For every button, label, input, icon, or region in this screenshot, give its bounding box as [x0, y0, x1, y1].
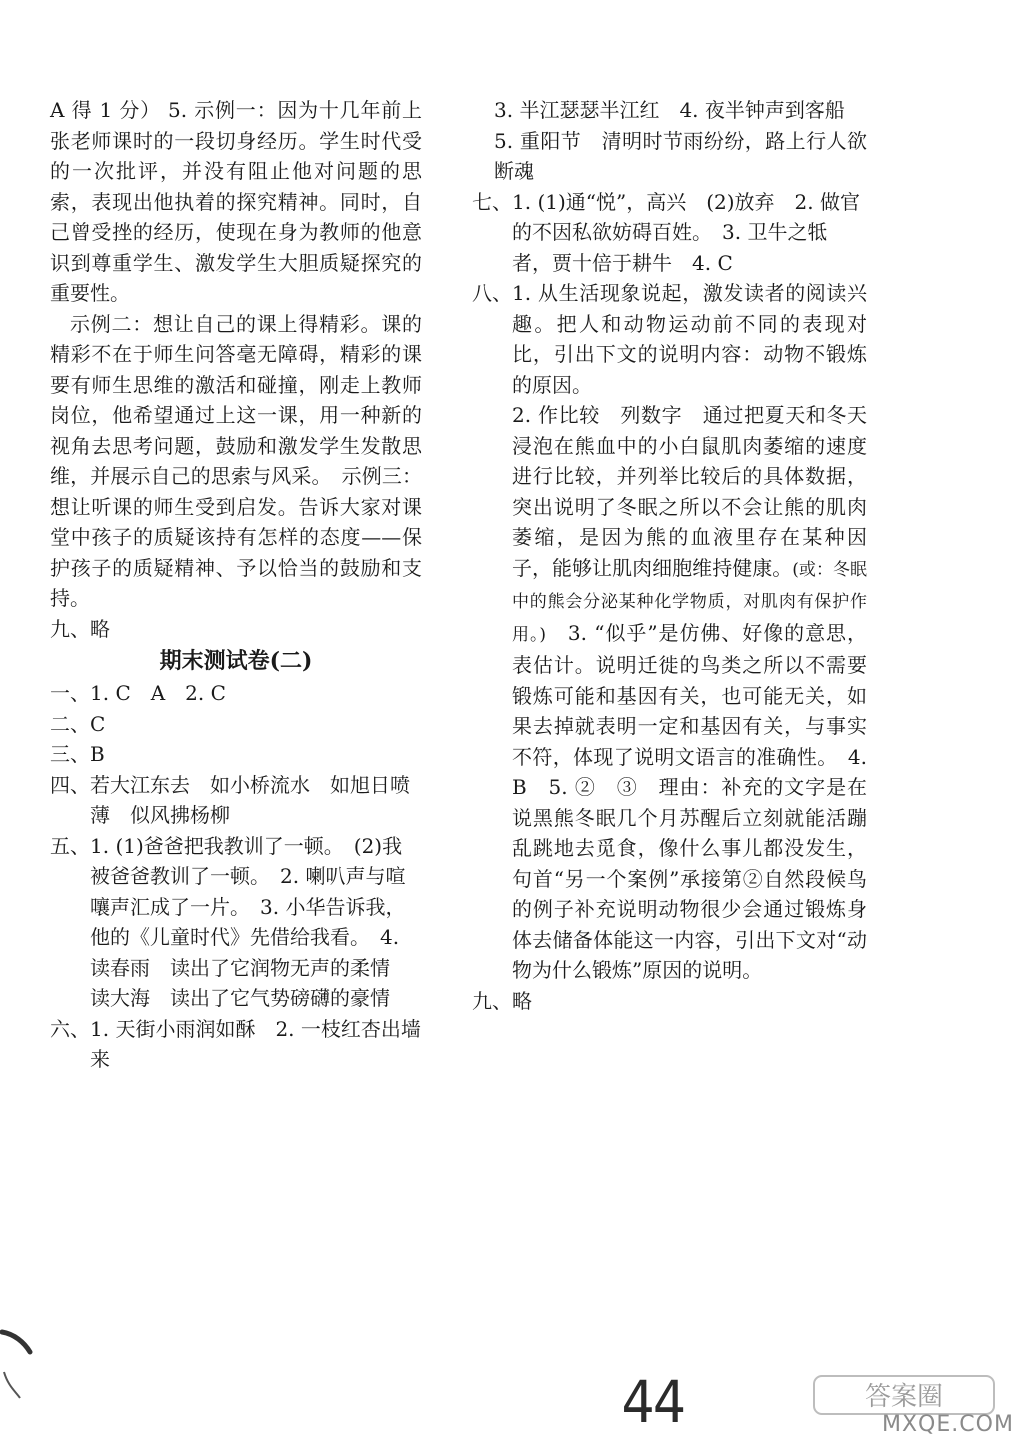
section-2-label: 二、: [50, 711, 90, 736]
watermark-url: MXQE.COM: [882, 1412, 1014, 1437]
right-column: [472, 95, 867, 1016]
section-8-label: 八、: [472, 281, 512, 305]
watermark-logo-text: 答案圈: [864, 1382, 944, 1412]
section-7-label: 七、: [472, 189, 512, 214]
left-column: [50, 95, 422, 1075]
section-9: [472, 986, 867, 1017]
section-5: [50, 831, 422, 1014]
section-8-item-2-text: 2. 作比较 列数字 通过把夏天和冬天浸泡在熊血中的小白鼠肌肉萎缩的速度进行比较，并列举比较后的具体数据，突出说明了冬眠之所以不会让熊的肌肉萎缩，是因为熊的血液里存在某种因子，能够让肌肉细胞维持健康。: [512, 403, 867, 580]
section-6-label: 六、: [50, 1016, 90, 1041]
section-3-label: 三、: [50, 742, 90, 766]
section-4-text: 若大江东去 如小桥流水 如旭日喷薄 似风拂杨柳: [90, 772, 410, 827]
right-continuation-1: 3. 半江瑟瑟半江红 4. 夜半钟声到客船: [494, 98, 845, 122]
section-4-label: 四、: [50, 772, 90, 797]
section-6-text: 1. 天街小雨润如酥 2. 一枝红杏出墙来: [90, 1016, 421, 1071]
left-item-9: [50, 614, 422, 645]
section-3-text: B: [90, 742, 105, 766]
right-continuation-2: 5. 重阳节 清明时节雨纷纷，路上行人欲断魂: [494, 128, 867, 183]
left-paragraph-1: A 得 1 分） 5. 示例一：因为十几年前上张老师课时的一段切身经历。学生时代受的一次批评，并没有阻止他对问题的思索，表现出他执着的探究精神。同时，自己曾受挫的经历，使现在身为教师的他意识到尊重学生、激发学生大胆质疑探究的重要性。: [50, 98, 422, 305]
section-2: [50, 709, 422, 740]
section-6: [50, 1014, 422, 1075]
left-item-9-label: 九、: [50, 616, 90, 641]
section-8-item-2-note: (或：冬眠中的熊会分泌某种化学物质，对肌肉有保护作用。): [512, 559, 867, 645]
section-4: [50, 770, 422, 831]
page-number: 44: [621, 1368, 685, 1436]
section-5-text: 1. (1)爸爸把我教训了一顿。 (2)我被爸爸教训了一顿。 2. 喇叭声与喧嚷声汇成了一片。 3. 小华告诉我，他的《儿童时代》先借给我看。 4. 读春雨 读出了它润物无声的柔情 读大海 读出了它气势磅礴的豪情: [90, 833, 410, 1010]
section-1-text: 1. C A 2. C: [90, 681, 226, 705]
section-8-body: [512, 278, 867, 986]
pen-scribble-mark: [0, 1320, 60, 1400]
section-8: [472, 278, 867, 986]
left-paragraph-2: 示例二：想让自己的课上得精彩。课的精彩不在于师生问答毫无障碍，精彩的课要有师生思维的激活和碰撞，刚走上教师岗位，他希望通过上这一课，用一种新的视角去思考问题，鼓励和激发学生发散思维，并展示自己的思索与风采。 示例三：想让听课的师生受到启发。告诉大家对课堂中孩子的质疑该持有怎样的态度——保护孩子的质疑精神、予以恰当的鼓励和支持。: [50, 311, 422, 610]
section-7: [472, 187, 867, 279]
section-3: [50, 739, 422, 770]
section-8-item-3-5: 3. “似乎”是仿佛、好像的意思，表估计。说明迁徙的鸟类之所以不需要锻炼可能和基因有关，也可能无关，如果去掉就表明一定和基因有关，与事实不符，体现了说明文语言的准确性。 4. B 5. ② ③ 理由：补充的文字是在说黑熊冬眠几个月苏醒后立刻就能活蹦乱跳地去觅食，像什么事儿都没发生，句首“另一个案例”承接第②自然段候鸟的例子补充说明动物很少会通过锻炼身体去储备体能这一内容，引出下文对“动物为什么锻炼”原因的说明。: [512, 620, 868, 982]
section-1-label: 一、: [50, 681, 90, 705]
section-5-label: 五、: [50, 833, 90, 858]
section-8-item-2: [512, 400, 867, 986]
section-1: [50, 678, 422, 709]
section-2-text: C: [90, 711, 106, 736]
section-9-text: 略: [512, 988, 532, 1013]
exam-title: 期末测试卷(二): [159, 648, 313, 674]
section-9-label: 九、: [472, 988, 512, 1013]
section-8-item-1: 1. 从生活现象说起，激发读者的阅读兴趣。把人和动物运动前不同的表现对比，引出下文的说明内容：动物不锻炼的原因。: [512, 281, 867, 397]
left-item-9-text: 略: [90, 616, 110, 641]
section-7-text: 1. (1)通“悦”，高兴 (2)放弃 2. 做官的不因私欲妨碍百姓。 3. 卫牛之牴者，贾十倍于耕牛 4. C: [512, 189, 860, 275]
